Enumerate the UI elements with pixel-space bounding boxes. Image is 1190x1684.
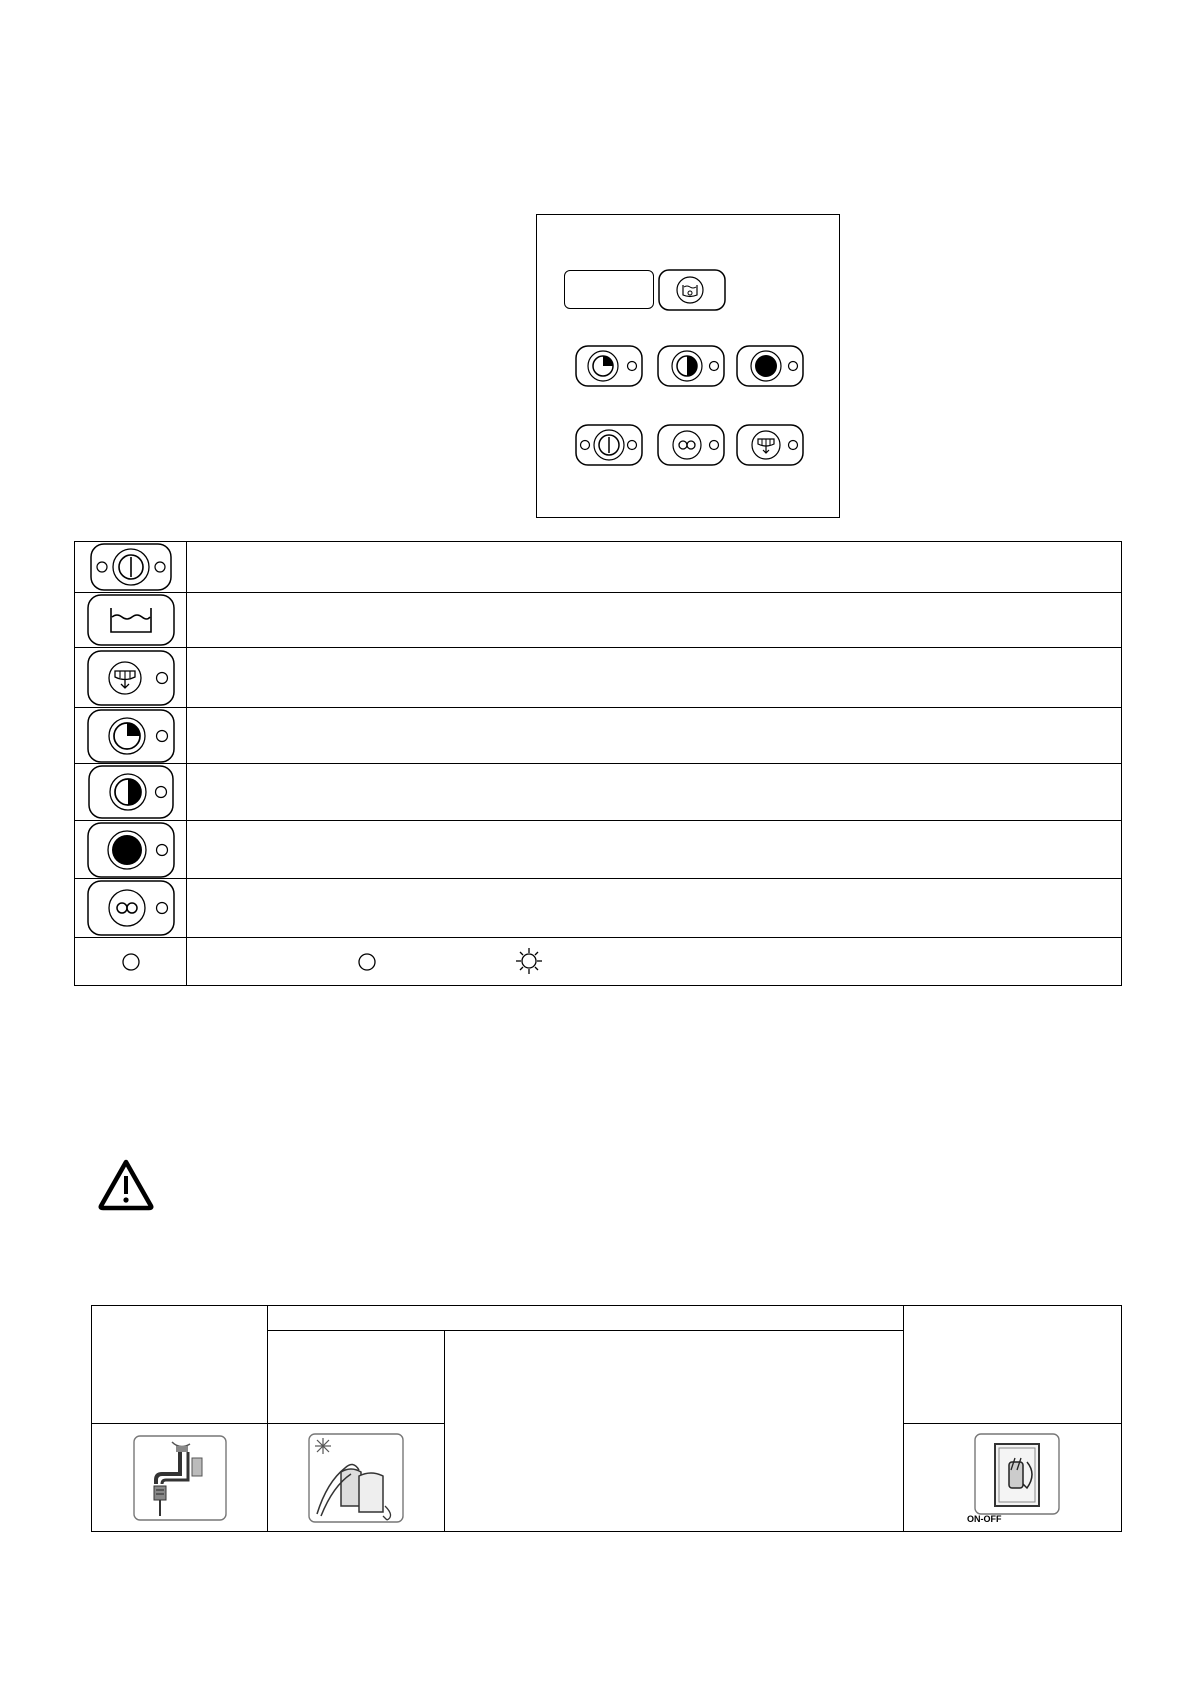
- legend-table: [74, 541, 1122, 986]
- description-cell: [445, 1331, 904, 1532]
- header-cell: [268, 1306, 904, 1331]
- legend-row: [75, 879, 1122, 938]
- legend-desc: [187, 764, 1122, 821]
- control-panel: [536, 214, 840, 518]
- water-level-icon: [87, 594, 175, 646]
- indicator-led: [628, 441, 637, 450]
- full-cycle-icon: [87, 822, 175, 878]
- half-cycle-button[interactable]: [657, 345, 725, 387]
- power-icon: [594, 430, 624, 460]
- header-cell: [904, 1306, 1122, 1424]
- quarter-cycle-icon: [87, 709, 175, 763]
- detergent-button[interactable]: [658, 269, 726, 311]
- indicator-led: [710, 441, 719, 450]
- indicator-led: [789, 362, 798, 371]
- full-cycle-icon: [755, 355, 777, 377]
- drain-icon: [87, 650, 175, 706]
- drain-button[interactable]: [736, 424, 804, 466]
- legend-row: [75, 708, 1122, 764]
- power-button[interactable]: [575, 424, 643, 466]
- legend-row: [75, 542, 1122, 593]
- indicator-led: [789, 441, 798, 450]
- warning-triangle-icon: [97, 1158, 155, 1212]
- legend-desc: [187, 648, 1122, 708]
- header-cell: [92, 1306, 268, 1424]
- legend-desc: [187, 821, 1122, 879]
- full-cycle-button[interactable]: [736, 345, 804, 387]
- installation-table: [91, 1305, 1122, 1532]
- power-icon: [90, 543, 172, 591]
- led-off-icon: [355, 950, 379, 974]
- display-window: [564, 270, 654, 309]
- led-on-icon: [514, 946, 544, 976]
- legend-desc: [187, 542, 1122, 593]
- legend-desc: [187, 593, 1122, 648]
- legend-row: [75, 821, 1122, 879]
- infinity-icon: [87, 880, 175, 936]
- water-tap-icon: [132, 1434, 228, 1522]
- quarter-cycle-button[interactable]: [575, 345, 643, 387]
- half-cycle-icon: [88, 765, 174, 819]
- legend-row: [75, 593, 1122, 648]
- legend-row: [75, 648, 1122, 708]
- legend-desc: [187, 708, 1122, 764]
- indicator-led: [628, 362, 637, 371]
- legend-row: [75, 764, 1122, 821]
- indicator-led: [581, 441, 590, 450]
- indicator-led-icon: [119, 950, 143, 974]
- detergent-containers-icon: [307, 1432, 405, 1524]
- indicator-led: [710, 362, 719, 371]
- infinity-button[interactable]: [657, 424, 725, 466]
- switch-label: ON-OFF: [966, 1513, 1001, 1524]
- header-cell: [268, 1331, 445, 1424]
- on-off-switch-icon: [965, 1432, 1061, 1524]
- legend-row: [75, 938, 1122, 986]
- legend-desc: [187, 879, 1122, 938]
